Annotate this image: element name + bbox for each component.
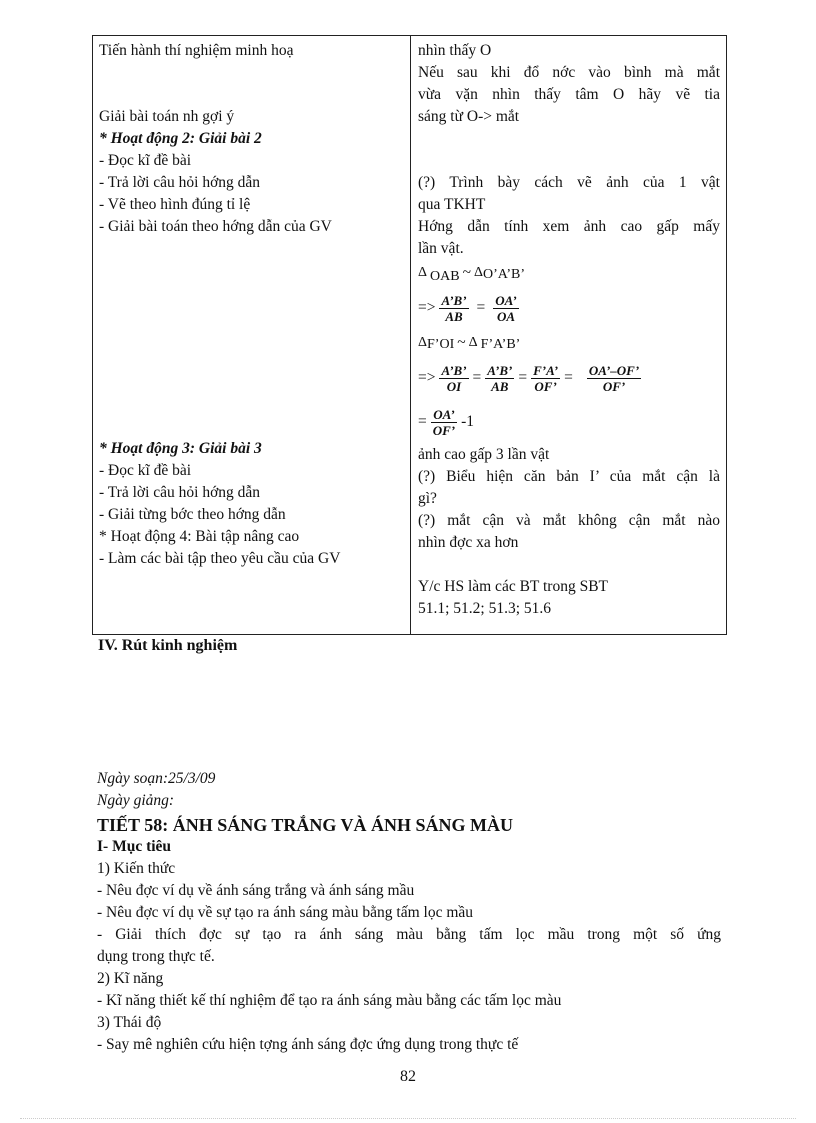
knowledge-heading: 1) Kiến thức <box>97 860 176 877</box>
left-line: - Vẽ theo hình đúng tỉ lệ <box>99 196 251 213</box>
objective-line: - Nêu đợc ví dụ về ánh sáng trắng và ánh sáng mầu <box>97 882 415 899</box>
delta-symbol: Δ <box>473 265 483 280</box>
page-edge-divider <box>20 1118 796 1119</box>
fraction: $\frac{F’A’}{OF’}$ <box>533 362 559 394</box>
skills-heading: 2) Kĩ năng <box>97 970 164 987</box>
activity-heading: * Hoạt động 3: Giải bài 3 <box>99 440 262 457</box>
right-line: ảnh cao gấp 3 lần vật <box>418 446 550 463</box>
column-divider <box>410 36 411 634</box>
right-line: vừa vặn nhìn thấy tâm O hãy vẽ tia <box>418 86 720 103</box>
activities-column <box>99 40 405 570</box>
delta-symbol: Δ <box>468 335 478 350</box>
right-line: (?) mắt cận và mắt không cận mắt nào <box>418 512 720 529</box>
teacher-column <box>418 40 720 620</box>
activity-heading: * Hoạt động 2: Giải bài 2 <box>99 130 262 147</box>
date-taught: Ngày giảng: <box>97 792 175 809</box>
section-iv-heading: IV. Rút kinh nghiệm <box>98 637 238 654</box>
lesson-title: TIẾT 58: ÁNH SÁNG TRẮNG VÀ ÁNH SÁNG MÀU <box>97 815 514 835</box>
fraction: $\frac{OA’-OF’}{OF’}$ <box>588 362 640 394</box>
delta-symbol: Δ <box>418 335 428 350</box>
right-line: qua TKHT <box>418 196 486 213</box>
objective-line: - Giải thích đợc sự tạo ra ánh sáng màu bằng tấm lọc mầu trong một số ứng <box>97 926 721 943</box>
similar-triangles-2: Δ F’OI ~ Δ F’A’B’ <box>418 334 521 352</box>
right-line: Hớng dẫn tính xem ảnh cao gấp mấy <box>418 218 720 235</box>
right-line: (?) Biểu hiện căn bản I’ của mắt cận là <box>418 468 720 485</box>
fraction: $\frac{A’B’}{AB}$ <box>441 292 467 324</box>
attitude-heading: 3) Thái độ <box>97 1014 162 1031</box>
similar-triangles-1: Δ OAB ~ Δ O’A’B’ <box>418 264 525 284</box>
objectives-heading: I- Mục tiêu <box>97 838 172 855</box>
right-line: lần vật. <box>418 240 464 257</box>
objective-line: - Nêu đợc ví dụ về sự tạo ra ánh sáng màu bằng tấm lọc mầu <box>97 904 474 921</box>
left-line: - Làm các bài tập theo yêu cầu của GV <box>99 550 341 567</box>
left-line: Giải bài toán nh gợi ý <box>99 108 235 125</box>
fraction: $\frac{OA’}{OF’}$ <box>432 406 456 438</box>
ratio-equation-3: = $\frac{OA’}{OF’}$ -1 <box>418 406 475 438</box>
left-line: - Giải bài toán theo hớng dẫn của GV <box>99 218 332 235</box>
right-line: Y/c HS làm các BT trong SBT <box>418 578 608 595</box>
left-line: - Đọc kĩ đề bài <box>99 462 192 479</box>
date-prepared: Ngày soạn:25/3/09 <box>97 770 216 787</box>
fraction: $\frac{A’B’}{OI}$ <box>441 362 467 394</box>
lesson-header <box>97 768 721 1056</box>
fraction: $\frac{OA’}{OA}$ <box>495 292 517 324</box>
right-line: sáng từ O-> mắt <box>418 108 520 125</box>
right-line: gì? <box>418 490 437 507</box>
objective-line: - Kĩ năng thiết kế thí nghiệm để tạo ra ánh sáng màu bằng các tấm lọc màu <box>97 992 562 1009</box>
ratio-equation-2: => $\frac{A’B’}{OI}$ = $\frac{A’B’}{AB}$ = $\frac{F’A’}{OF’}$ = $\frac{OA’-OF’}{OF’}$ <box>418 362 640 394</box>
left-line: - Trả lời câu hỏi hớng dẫn <box>99 174 261 191</box>
left-line: - Đọc kĩ đề bài <box>99 152 192 169</box>
right-line: (?) Trình bày cách vẽ ảnh của 1 vật <box>418 174 720 191</box>
left-line: * Hoạt động 4: Bài tập nâng cao <box>99 528 300 545</box>
left-line: Tiến hành thí nghiệm minh hoạ <box>99 42 294 59</box>
right-line: 51.1; 51.2; 51.3; 51.6 <box>418 600 552 617</box>
left-line: - Trả lời câu hỏi hớng dẫn <box>99 484 261 501</box>
delta-symbol: Δ <box>418 265 428 280</box>
right-line: nhìn thấy O <box>418 42 492 59</box>
page-number: 82 <box>400 1068 416 1085</box>
objective-line: - Say mê nghiên cứu hiện tợng ánh sáng đợc ứng dụng trong thực tế <box>97 1036 519 1053</box>
left-line: - Giải từng bớc theo hớng dẫn <box>99 506 286 523</box>
ratio-equation-1: => $\frac{A’B’}{AB}$ = $\frac{OA’}{OA}$ <box>418 292 517 324</box>
right-line: nhìn đợc xa hơn <box>418 534 519 551</box>
objective-line: dụng trong thực tế. <box>97 948 215 965</box>
right-line: Nếu sau khi đổ nớc vào bình mà mắt <box>418 64 720 81</box>
fraction: $\frac{A’B’}{AB}$ <box>487 362 513 394</box>
lesson-table <box>92 35 727 635</box>
